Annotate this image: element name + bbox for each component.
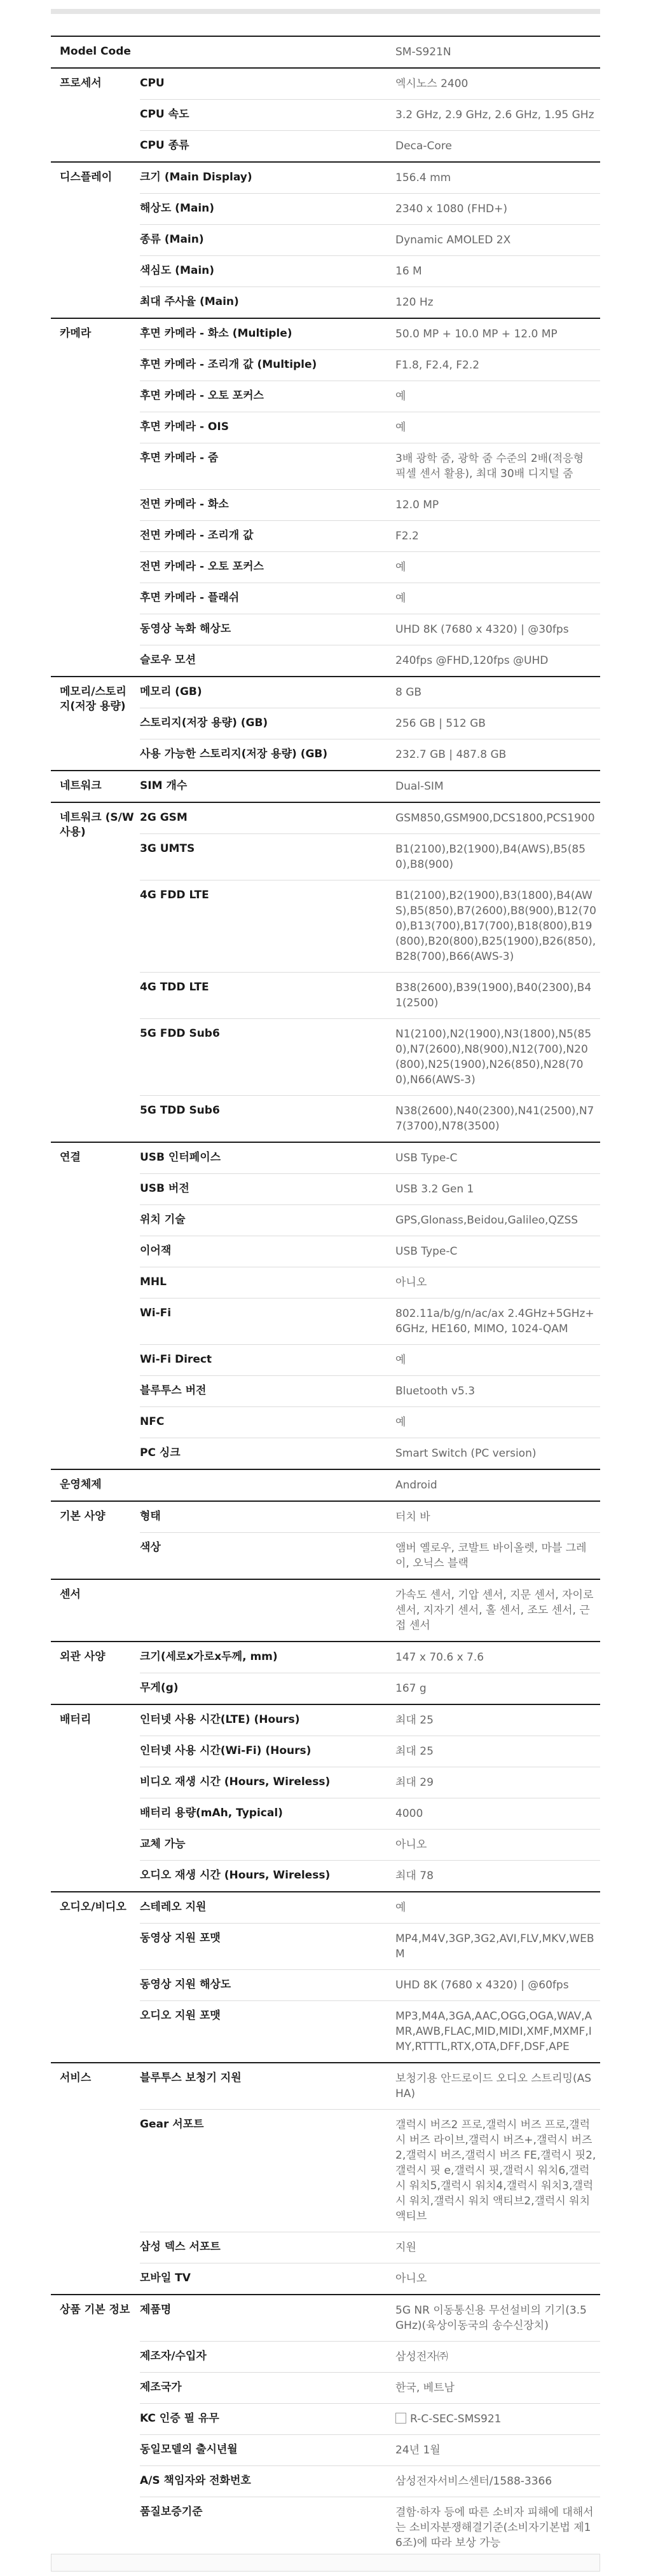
- spec-row: [140, 2295, 600, 2341]
- spec-value: 삼성전자서비스센터/1588-3366: [395, 2475, 552, 2488]
- spec-label: Wi-Fi: [140, 1307, 172, 1319]
- spec-label: 크기(세로x가로x두께, mm): [140, 1650, 278, 1663]
- spec-group: [51, 319, 600, 677]
- spec-rows: [140, 803, 600, 1142]
- spec-row: [140, 2403, 600, 2434]
- spec-label: CPU 속도: [140, 108, 189, 121]
- spec-rows: [140, 1705, 600, 1891]
- spec-label: MHL: [140, 1276, 167, 1288]
- spec-value: 예: [395, 592, 406, 605]
- spec-value: MP4,M4V,3GP,3G2,AVI,FLV,MKV,WEBM: [395, 1932, 594, 1960]
- spec-value: 아니오: [395, 1838, 427, 1851]
- spec-label: USB 버전: [140, 1182, 189, 1195]
- spec-label: 모바일 TV: [140, 2272, 191, 2284]
- spec-row: [140, 1642, 600, 1673]
- spec-row: [140, 1705, 600, 1736]
- spec-row: [140, 520, 600, 551]
- spec-value: 120 Hz: [395, 296, 434, 309]
- spec-label: 전면 카메라 - 오토 포커스: [140, 560, 264, 573]
- spec-row: [140, 1298, 600, 1344]
- spec-value: N38(2600),N40(2300),N41(2500),N77(3700),N78(3500): [395, 1105, 594, 1133]
- spec-row: [140, 1892, 600, 1923]
- spec-group: [51, 1143, 600, 1470]
- spec-value: Dual-SIM: [395, 780, 444, 793]
- spec-value: [395, 2404, 600, 2434]
- spec-row: [140, 1767, 600, 1798]
- spec-value: 8 GB: [395, 686, 422, 699]
- spec-value: 아니오: [395, 1276, 427, 1289]
- spec-label: 3G UMTS: [140, 842, 195, 855]
- spec-value: Android: [395, 1479, 437, 1492]
- spec-value: 예: [395, 561, 406, 574]
- spec-value: GPS,Glonass,Beidou,Galileo,QZSS: [395, 1214, 579, 1227]
- spec-row: [140, 1532, 600, 1579]
- spec-label: 스토리지(저장 용량) (GB): [140, 717, 268, 729]
- spec-row: [140, 1798, 600, 1829]
- spec-value: 156.4 mm: [395, 172, 451, 184]
- spec-group-name: 상품 기본 정보: [60, 2303, 130, 2316]
- spec-row: [140, 1095, 600, 1142]
- spec-value: 12.0 MP: [395, 499, 439, 511]
- spec-row: [140, 1143, 600, 1173]
- spec-group-name: 센서: [60, 1588, 81, 1601]
- spec-label: 5G FDD Sub6: [140, 1027, 220, 1040]
- spec-row: [140, 2465, 600, 2497]
- spec-row: [140, 2434, 600, 2465]
- spec-row: [140, 255, 600, 287]
- spec-value: 보청기용 안드로이드 오디오 스트리밍(ASHA): [395, 2072, 592, 2100]
- spec-label: 2G GSM: [140, 811, 188, 824]
- spec-rows: [140, 163, 600, 318]
- spec-label: A/S 책임자와 전화번호: [140, 2474, 251, 2487]
- spec-value: B38(2600),B39(1900),B40(2300),B41(2500): [395, 981, 592, 1009]
- spec-label: 위치 기술: [140, 1213, 186, 1226]
- spec-row: [140, 1204, 600, 1236]
- spec-label: 사용 가능한 스토리지(저장 용량) (GB): [140, 748, 328, 760]
- spec-label: 크기 (Main Display): [140, 171, 252, 184]
- spec-value: SM-S921N: [395, 46, 451, 58]
- spec-group: [51, 163, 600, 319]
- spec-row: [140, 1375, 600, 1406]
- spec-label: 제품명: [140, 2303, 172, 2316]
- spec-row: [140, 1829, 600, 1860]
- kc-mark-icon: [395, 2413, 406, 2424]
- spec-row: [140, 1438, 600, 1469]
- spec-label: 인터넷 사용 시간(Wi-Fi) (Hours): [140, 1744, 312, 1757]
- spec-value: 최대 25: [395, 1714, 434, 1727]
- spec-value: Deca-Core: [395, 140, 452, 152]
- spec-value: 147 x 70.6 x 7.6: [395, 1651, 484, 1664]
- spec-value: 터치 바: [395, 1511, 430, 1523]
- spec-value: 802.11a/b/g/n/ac/ax 2.4GHz+5GHz+6GHz, HE160, MIMO, 1024-QAM: [395, 1307, 594, 1335]
- spec-row: [140, 1267, 600, 1298]
- spec-row: [140, 1018, 600, 1095]
- spec-row: [140, 443, 600, 489]
- spec-group: [51, 803, 600, 1143]
- spec-group-name: 배터리: [60, 1713, 92, 1726]
- spec-label: [140, 1580, 395, 1641]
- spec-value: 예: [395, 390, 406, 403]
- spec-group-name: 네트워크: [60, 779, 102, 792]
- spec-group: [51, 2295, 600, 2559]
- spec-group: [51, 1580, 600, 1642]
- spec-value: F1.8, F2.4, F2.2: [395, 359, 480, 372]
- spec-rows: [140, 2063, 600, 2294]
- spec-row: [140, 645, 600, 676]
- spec-row: [140, 319, 600, 349]
- spec-label: 이어잭: [140, 1244, 172, 1257]
- spec-value: 최대 25: [395, 1745, 434, 1758]
- spec-value: 한국, 베트남: [395, 2382, 455, 2394]
- spec-label: PC 싱크: [140, 1446, 181, 1459]
- spec-label: 5G TDD Sub6: [140, 1104, 220, 1117]
- spec-rows: [140, 37, 600, 67]
- spec-value: 예: [395, 421, 406, 434]
- spec-label: 인터넷 사용 시간(LTE) (Hours): [140, 1713, 300, 1726]
- spec-row: [140, 583, 600, 614]
- spec-label: 블루투스 보청기 지원: [140, 2072, 242, 2084]
- spec-row: [140, 2372, 600, 2403]
- spec-rows: [140, 319, 600, 676]
- spec-group: [51, 771, 600, 803]
- spec-label: 동영상 지원 해상도: [140, 1978, 231, 1991]
- spec-label: NFC: [140, 1415, 165, 1428]
- spec-rows: [140, 1642, 600, 1704]
- spec-group-name: 서비스: [60, 2072, 92, 2084]
- spec-label: Gear 서포트: [140, 2118, 204, 2131]
- spec-row: [140, 381, 600, 412]
- spec-label: 4G FDD LTE: [140, 889, 209, 901]
- spec-group-name: 디스플레이: [60, 171, 113, 184]
- spec-label: [140, 37, 395, 67]
- spec-value: 지원: [395, 2241, 416, 2254]
- spec-group: [51, 677, 600, 771]
- spec-value: 3.2 GHz, 2.9 GHz, 2.6 GHz, 1.95 GHz: [395, 109, 594, 121]
- spec-row: [140, 412, 600, 443]
- spec-rows: [140, 677, 600, 770]
- spec-label: 후면 카메라 - 줌: [140, 452, 219, 464]
- spec-label: 동영상 녹화 해상도: [140, 623, 231, 635]
- spec-value: 예: [395, 1901, 406, 1914]
- spec-value: 167 g: [395, 1682, 427, 1695]
- spec-row: [140, 2497, 600, 2558]
- spec-value: B1(2100),B2(1900),B3(1800),B4(AWS),B5(850),B7(2600),B8(900),B12(700),B13(700),B17(700),B18(800),B19(800),B20(800),B25(1900),B26(850),B28(700),B66(AWS-3): [395, 889, 596, 963]
- spec-value: 4000: [395, 1807, 423, 1820]
- spec-label: 블루투스 버전: [140, 1384, 207, 1397]
- spec-label: 색상: [140, 1541, 161, 1554]
- spec-value: 256 GB | 512 GB: [395, 717, 486, 730]
- spec-value: 아니오: [395, 2272, 427, 2285]
- spec-row: [140, 224, 600, 255]
- spec-label: 동영상 지원 포맷: [140, 1932, 221, 1945]
- spec-label: 슬로우 모션: [140, 654, 196, 666]
- spec-row: [140, 1673, 600, 1704]
- spec-value: Dynamic AMOLED 2X: [395, 234, 511, 246]
- spec-label: 오디오 재생 시간 (Hours, Wireless): [140, 1869, 331, 1882]
- spec-value: USB 3.2 Gen 1: [395, 1183, 474, 1196]
- spec-label: 배터리 용량(mAh, Typical): [140, 1807, 283, 1819]
- spec-row: [140, 2232, 600, 2263]
- spec-label: 교체 가능: [140, 1838, 186, 1851]
- spec-value: 5G NR 이동통신용 무선설비의 기기(3.5 GHz)(육상이동국의 송수신장치): [395, 2304, 587, 2332]
- spec-value: 24년 1월: [395, 2444, 441, 2457]
- spec-value: UHD 8K (7680 x 4320) | @60fps: [395, 1979, 569, 1992]
- spec-label: 후면 카메라 - 플래쉬: [140, 591, 240, 604]
- spec-label: 색심도 (Main): [140, 264, 215, 277]
- spec-group: [51, 2063, 600, 2295]
- spec-value: 삼성전자㈜: [395, 2350, 448, 2363]
- spec-row: [140, 489, 600, 520]
- spec-label: 해상도 (Main): [140, 202, 215, 215]
- spec-group-name: 메모리/스토리지(저장 용량): [60, 685, 127, 713]
- spec-label: CPU: [140, 77, 165, 90]
- spec-value: 갤럭시 버즈2 프로,갤럭시 버즈 프로,갤럭시 버즈 라이브,갤럭시 버즈+,갤럭시 버즈2,갤럭시 버즈,갤럭시 버즈 FE,갤럭시 핏2,갤럭시 핏 e,갤럭시 핏,갤럭시 워치6,갤럭시 워치5,갤럭시 워치4,갤럭시 워치3,갤럭시 워치,갤럭시 워치 액티브2,갤럭시 워치 액티브: [395, 2119, 596, 2223]
- spec-value: N1(2100),N2(1900),N3(1800),N5(850),N7(2600),N8(900),N12(700),N20(800),N25(1900),N26(850),N28(700),N66(AWS-3): [395, 1028, 592, 1086]
- spec-row: [140, 1923, 600, 1969]
- spec-row: [140, 880, 600, 972]
- spec-row: [140, 1173, 600, 1204]
- spec-label: 후면 카메라 - 화소 (Multiple): [140, 327, 292, 340]
- spec-value: 240fps @FHD,120fps @UHD: [395, 654, 549, 667]
- spec-rows: [140, 1502, 600, 1579]
- spec-row: [140, 349, 600, 381]
- spec-label: 후면 카메라 - 조리개 값 (Multiple): [140, 358, 317, 371]
- spec-rows: [140, 1470, 600, 1500]
- spec-row: [140, 551, 600, 583]
- spec-row: [140, 677, 600, 708]
- spec-group: [51, 1892, 600, 2063]
- spec-label: USB 인터페이스: [140, 1151, 221, 1164]
- spec-label: 전면 카메라 - 조리개 값: [140, 529, 254, 542]
- spec-value: 232.7 GB | 487.8 GB: [395, 748, 507, 761]
- spec-row: [140, 771, 600, 802]
- spec-row: [140, 2109, 600, 2232]
- spec-row: [140, 2341, 600, 2372]
- spec-label: 오디오 지원 포맷: [140, 2009, 221, 2022]
- spec-row: [140, 1860, 600, 1891]
- spec-rows: [140, 69, 600, 161]
- spec-row: [140, 1580, 600, 1641]
- spec-rows: [140, 771, 600, 802]
- spec-label: SIM 개수: [140, 779, 188, 792]
- spec-row: [140, 1969, 600, 2000]
- spec-rows: [140, 1892, 600, 2062]
- spec-label: 품질보증기준: [140, 2505, 203, 2518]
- spec-value: USB Type-C: [395, 1245, 458, 1258]
- spec-label: 동일모델의 출시년월: [140, 2443, 238, 2456]
- spec-value: 최대 29: [395, 1776, 434, 1789]
- spec-value: B1(2100),B2(1900),B4(AWS),B5(850),B8(900): [395, 843, 586, 871]
- spec-label: 비디오 재생 시간 (Hours, Wireless): [140, 1776, 331, 1788]
- spec-group: [51, 69, 600, 163]
- spec-row: [140, 2000, 600, 2062]
- spec-value: 50.0 MP + 10.0 MP + 12.0 MP: [395, 328, 558, 341]
- spec-label: 4G TDD LTE: [140, 981, 209, 994]
- spec-group-name: 연결: [60, 1151, 81, 1164]
- spec-row: [140, 193, 600, 224]
- spec-group-name: 프로세서: [60, 77, 102, 90]
- top-scroll-bar: [51, 9, 600, 14]
- spec-row: [140, 614, 600, 645]
- spec-row: [140, 163, 600, 193]
- spec-label: 형태: [140, 1510, 161, 1523]
- spec-row: [140, 1236, 600, 1267]
- spec-row: [140, 1470, 600, 1500]
- spec-row: [140, 99, 600, 130]
- spec-label: 후면 카메라 - 오토 포커스: [140, 389, 264, 402]
- spec-row: [140, 833, 600, 880]
- spec-label: CPU 종류: [140, 139, 189, 152]
- spec-group-name: 운영체제: [60, 1478, 102, 1491]
- spec-value: 예: [395, 1416, 406, 1429]
- spec-rows: [140, 2295, 600, 2558]
- spec-label: KC 인증 필 유무: [140, 2412, 219, 2425]
- spec-rows: [140, 1580, 600, 1641]
- spec-label: 후면 카메라 - OIS: [140, 421, 229, 433]
- spec-label: 전면 카메라 - 화소: [140, 498, 229, 511]
- spec-group: [51, 1642, 600, 1705]
- spec-row: [140, 2263, 600, 2294]
- spec-label: 제조자/수입자: [140, 2350, 207, 2363]
- spec-row: [140, 2063, 600, 2109]
- spec-row: [140, 972, 600, 1018]
- spec-value: Smart Switch (PC version): [395, 1447, 537, 1460]
- spec-label: 삼성 덱스 서포트: [140, 2241, 221, 2253]
- spec-group: [51, 1502, 600, 1580]
- bottom-panel: [51, 2554, 600, 2572]
- spec-value: 16 M: [395, 265, 422, 278]
- spec-group: [51, 37, 600, 69]
- kc-number: R-C-SEC-SMS921: [410, 2413, 502, 2425]
- spec-row: [140, 287, 600, 318]
- spec-group-name: 기본 사양: [60, 1510, 106, 1523]
- spec-row: [140, 803, 600, 833]
- spec-label: [140, 1470, 395, 1500]
- spec-row: [140, 37, 600, 67]
- spec-row: [140, 69, 600, 99]
- spec-label: 제조국가: [140, 2381, 182, 2394]
- spec-row: [140, 1344, 600, 1375]
- spec-value: 엑시노스 2400: [395, 78, 469, 90]
- spec-group: [51, 1705, 600, 1892]
- spec-group-name: 네트워크 (S/W 사용): [60, 811, 134, 839]
- spec-value: 앰버 옐로우, 코발트 바이올렛, 마블 그레이, 오닉스 블랙: [395, 1542, 587, 1570]
- spec-label: 스테레오 지원: [140, 1901, 207, 1913]
- spec-label: 종류 (Main): [140, 233, 204, 246]
- spec-group-name: Model Code: [60, 45, 131, 58]
- spec-group-name: 카메라: [60, 327, 92, 340]
- spec-value: UHD 8K (7680 x 4320) | @30fps: [395, 623, 569, 636]
- spec-value: USB Type-C: [395, 1152, 458, 1164]
- spec-value: Bluetooth v5.3: [395, 1385, 476, 1398]
- spec-value: 결함·하자 등에 따른 소비자 피해에 대해서는 소비자분쟁해결기준(소비자기본법 제16조)에 따라 보상 가능: [395, 2506, 594, 2549]
- spec-group-name: 외관 사양: [60, 1650, 106, 1663]
- spec-group-name: 오디오/비디오: [60, 1901, 127, 1913]
- spec-table: [51, 37, 600, 2559]
- spec-row: [140, 708, 600, 739]
- spec-label: 무게(g): [140, 1682, 179, 1694]
- spec-value: 예: [395, 1354, 406, 1366]
- spec-value: F2.2: [395, 530, 419, 543]
- spec-value: 최대 78: [395, 1870, 434, 1882]
- spec-value: MP3,M4A,3GA,AAC,OGG,OGA,WAV,AMR,AWB,FLAC,MID,MIDI,XMF,MXMF,IMY,RTTTL,RTX,OTA,DFF,DSF,APE: [395, 2010, 593, 2053]
- spec-value: 가속도 센서, 기압 센서, 지문 센서, 자이로 센서, 지자기 센서, 홀 센서, 조도 센서, 근접 센서: [395, 1589, 594, 1632]
- spec-row: [140, 1736, 600, 1767]
- spec-row: [140, 739, 600, 770]
- spec-label: Wi-Fi Direct: [140, 1353, 212, 1366]
- spec-rows: [140, 1143, 600, 1469]
- spec-row: [140, 1406, 600, 1438]
- spec-group: [51, 1470, 600, 1502]
- spec-label: 최대 주사율 (Main): [140, 295, 239, 308]
- spec-value: 2340 x 1080 (FHD+): [395, 203, 507, 215]
- spec-row: [140, 1502, 600, 1532]
- spec-row: [140, 130, 600, 161]
- spec-value: GSM850,GSM900,DCS1800,PCS1900: [395, 812, 595, 825]
- spec-value: 3배 광학 줌, 광학 줌 수준의 2배(적응형 픽셀 센서 활용), 최대 30배 디지털 줌: [395, 452, 584, 480]
- spec-label: 메모리 (GB): [140, 685, 202, 698]
